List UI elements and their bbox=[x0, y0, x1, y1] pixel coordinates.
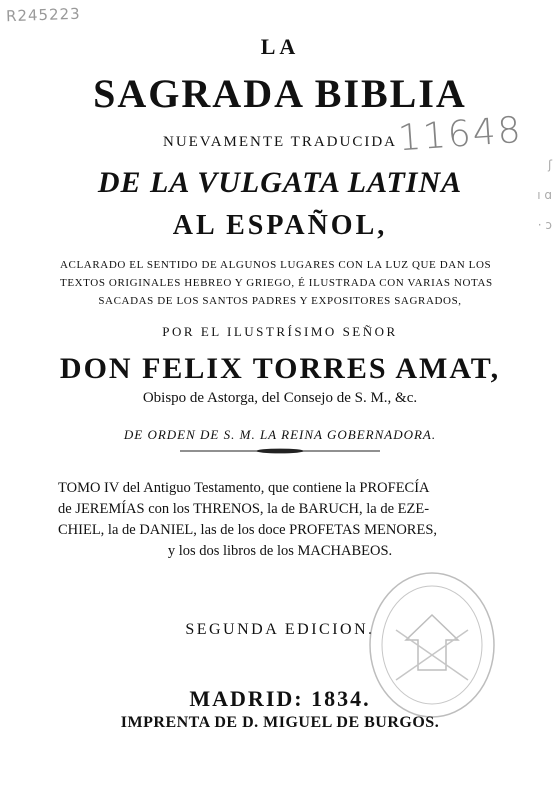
ornamental-rule bbox=[180, 448, 380, 454]
contents-line: TOMO IV del Antiguo Testamento, que contiene la PROFECÍA bbox=[58, 480, 430, 496]
description-line: ACLARADO EL SENTIDO DE ALGUNOS LUGARES CON LA LUZ QUE DAN LOS bbox=[60, 259, 492, 271]
description-line: TEXTOS ORIGINALES HEBREO Y GRIEGO, É ILUSTRADA CON VARIAS NOTAS bbox=[60, 277, 493, 289]
description-block bbox=[60, 256, 500, 310]
place-and-year: MADRID: 1834. bbox=[189, 686, 371, 711]
royal-order: DE ORDEN DE S. M. LA REINA GOBERNADORA. bbox=[123, 427, 437, 442]
main-title: SAGRADA BIBLIA bbox=[93, 71, 467, 116]
description-line: SACADAS DE LOS SANTOS PADRES Y EXPOSITORES SAGRADOS, bbox=[98, 295, 462, 307]
subtitle-spanish: AL ESPAÑOL, bbox=[172, 210, 388, 241]
handwritten-number: 11648 bbox=[396, 109, 524, 160]
subtitle-translated: NUEVAMENTE TRADUCIDA bbox=[162, 134, 398, 150]
volume-contents bbox=[58, 478, 502, 562]
margin-pencil-marks: ʃ ı ɑ · ɔ bbox=[537, 158, 552, 232]
contents-line: de JEREMÍAS con los THRENOS, la de BARUCH, la de EZE- bbox=[58, 501, 430, 517]
contents-line: CHIEL, la de DANIEL, las de los doce PROFETAS MENORES, bbox=[58, 522, 438, 538]
title-article: LA bbox=[260, 34, 300, 59]
printer: IMPRENTA DE D. MIGUEL DE BURGOS. bbox=[120, 714, 440, 731]
author-name: DON FELIX TORRES AMAT, bbox=[59, 352, 501, 385]
by-line: POR EL ILUSTRÍSIMO SEÑOR bbox=[162, 324, 398, 339]
subtitle-vulgata: DE LA VULGATA LATINA bbox=[97, 166, 463, 199]
catalog-mark: R245223 bbox=[5, 4, 81, 26]
edition-statement: SEGUNDA EDICION. bbox=[185, 621, 375, 638]
contents-line: y los dos libros de los MACHABEOS. bbox=[167, 543, 393, 559]
author-position: Obispo de Astorga, del Consejo de S. M., &c. bbox=[142, 390, 418, 406]
